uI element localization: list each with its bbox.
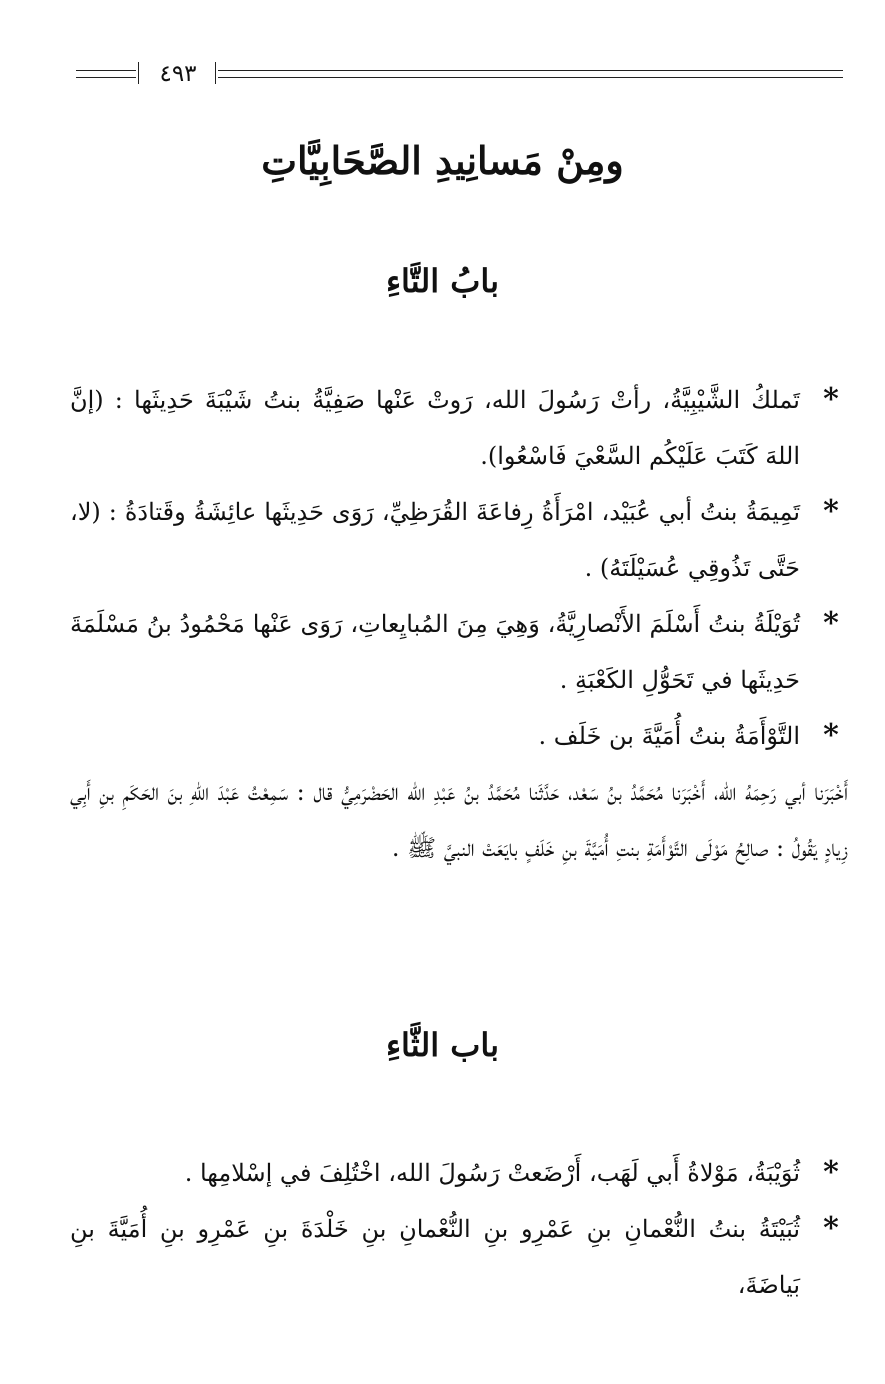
entry-thuwayba [70,1145,848,1201]
entry-star-marker: * [823,606,839,641]
entry-star-marker: * [823,718,839,753]
section-title-tha: باب الثَّاءِ [385,1026,499,1064]
header-rule-left [76,70,136,78]
entry-text: التَّوْأَمَةُ بنتُ أُمَيَّةَ بن خَلَف . [538,722,800,750]
entry-text: ثُوَيْبَةُ، مَوْلاةُ أَبي لَهَب، أَرْضَعتْ رَسُولَ الله، اخْتُلِفَ في إسْلامِها . [184,1159,800,1187]
header-rule-right [218,70,843,78]
entry-star-marker: * [823,1211,839,1246]
header-rule-cap-left [138,62,139,84]
page-number: ٤٩٣ [159,61,197,87]
narration-paragraph: أَخْبَرَنا أبي رَحِمَهُ الله، أَخْبَرَنا مُحَمَّدُ بنُ سَعْد، حَدَّثَنا مُحَمَّدُ بنُ عَبْدِ الله الحَضْرَمِيُّ قال : سَمِعْتُ عَبْدَ اللهِ بنَ الحَكَمِ بنِ أَبِي زِيادٍ يَقُولُ : صالِحُ مَوْلَى التَّوْأَمَةِ بنتِ أُمَيَّةَ بنِ خَلَفٍ بايَعَتْ النبيَّ ﷺ . [70,778,849,862]
entry-tamima [70,484,848,596]
section-ta-entries [70,372,848,876]
entry-tamluk [70,372,848,484]
header-rule-cap-right [215,62,216,84]
page-header [72,58,845,92]
section-tha-entries [70,1145,848,1313]
section-title-ta: بابُ التَّاءِ [385,262,499,300]
entry-star-marker: * [823,1155,839,1190]
entry-text: تُوَيْلَةُ بنتُ أَسْلَمَ الأَنْصارِيَّةُ، وَهِيَ مِنَ المُبايِعاتِ، رَوَى عَنْها مَحْمُودُ بنُ مَسْلَمَةَ حَدِيثَها في تَحَوُّلِ الكَعْبَةِ . [70,610,800,694]
entry-tawama [70,708,848,764]
entry-text: تَمِيمَةُ بنتُ أبي عُبَيْد، امْرَأَةُ رِفاعَةَ القُرَظِيِّ، رَوَى حَدِيثَها عائِشَةُ وقَتادَةُ : (لا، حَتَّى تَذُوقِي عُسَيْلَتَهُ) . [70,498,800,582]
entry-star-marker: * [823,382,839,417]
entry-text: تَملكُ الشَّيْبِيَّةُ، رأتْ رَسُولَ الله، رَوتْ عَنْها صَفِيَّةُ بنتُ شَيْبَةَ حَدِيثَها : (إنَّ اللهَ كَتَبَ عَلَيْكُم السَّعْيَ فَاسْعُوا). [70,386,800,470]
main-title: ومِنْ مَسانِيدِ الصَّحَابِيَّاتِ [261,138,624,183]
entry-text: ثُبَيْتَةُ بنتُ النُّعْمانِ بنِ عَمْرِو بنِ النُّعْمانِ بنِ خَلْدَةَ بنِ عَمْرِو بنِ أُمَيَّةَ بنِ بَياضَةَ، [70,1215,800,1299]
entry-tuwayla [70,596,848,708]
entry-thubayta [70,1201,848,1313]
entry-star-marker: * [823,494,839,529]
